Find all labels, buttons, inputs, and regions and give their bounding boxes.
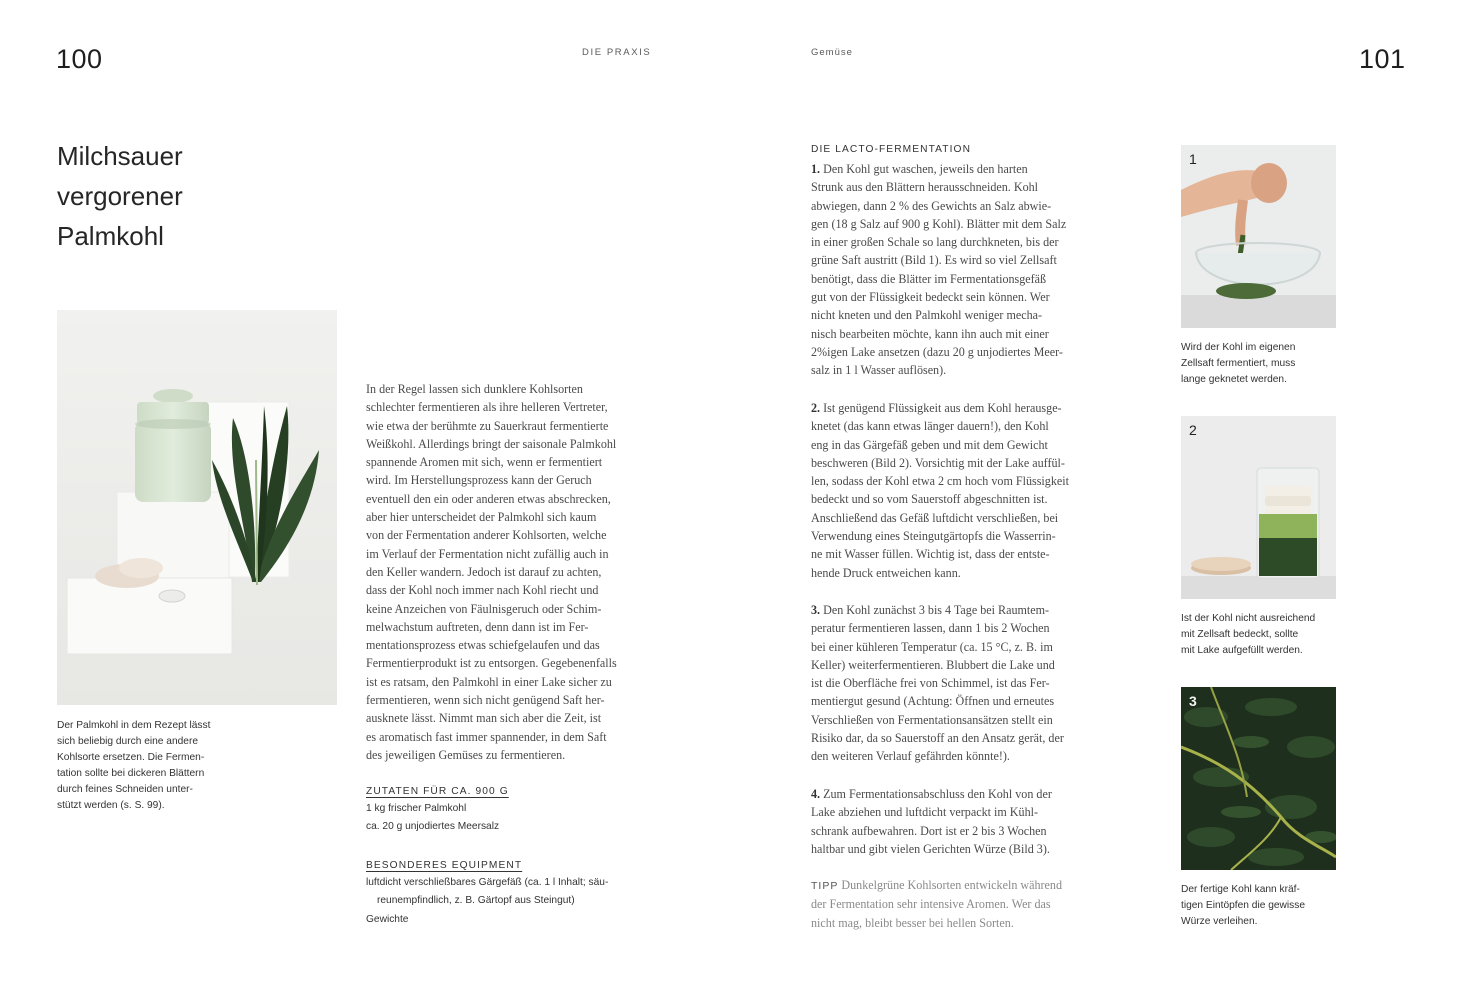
caption-line: Ist der Kohl nicht ausreichend — [1181, 613, 1316, 624]
intro-line: von der Fermentation anderer Kohlsorten, welche — [366, 528, 607, 543]
tip-line: der Fermentation sehr intensive Aromen. Wer das — [811, 897, 1051, 912]
step-line: Verschließen von Fermentationsansätzen stellt ein — [811, 712, 1053, 727]
intro-line: im Verlauf der Fermentation nicht zufällig auch in — [366, 546, 609, 561]
step-line: Risiko dar, da so Sauerstoff an den Ansatz gerät, der — [811, 731, 1064, 746]
intro-line: ist es ratsam, den Palmkohl in einer Lake sicher zu — [366, 674, 612, 689]
intro-line: wie etwa der berühmte zu Sauerkraut fermentierte — [366, 418, 609, 433]
intro-text — [366, 380, 617, 764]
intro-line: fermentieren, wenn sich nicht genügend Saft her- — [366, 693, 605, 708]
caption-line: durch feines Schneiden unter- — [57, 784, 193, 795]
title-line: Palmkohl — [57, 221, 164, 251]
step-photo-number: 1 — [1189, 151, 1197, 167]
step-line: grüne Saft austritt (Bild 1). Es wird so viel Zellsaft — [811, 253, 1057, 268]
caption-line: Zellsaft fermentiert, muss — [1181, 358, 1296, 369]
step-number: 3. — [811, 603, 821, 617]
caption-line: tation sollte bei dickeren Blättern — [57, 768, 205, 779]
step-photo-2-caption — [1181, 611, 1315, 659]
title-line: vergorener — [57, 181, 183, 211]
step-number: 4. — [811, 787, 821, 801]
step-line: in einer großen Schale so lang durchkneten, bis der — [811, 235, 1059, 250]
equipment-section — [366, 860, 608, 929]
step-line: abwiegen, dann 2 % des Gewichts an Salz abwie- — [811, 198, 1052, 213]
step-line: hende Druck entweichen kann. — [811, 565, 961, 580]
step-photo-2 — [1181, 416, 1336, 599]
step-line: Ist genügend Flüssigkeit aus dem Kohl herausge- — [823, 401, 1062, 415]
intro-line: In der Regel lassen sich dunklere Kohlsorten — [366, 382, 583, 396]
title-line: Milchsauer — [57, 141, 183, 171]
intro-line: wird. Im Herstellungsprozess kann der Geruch — [366, 473, 592, 488]
caption-line: tigen Eintöpfen die gewisse — [1181, 900, 1306, 911]
tip-box — [811, 876, 1062, 932]
step-line: Strunk aus den Blättern herausschneiden. Kohl — [811, 180, 1039, 195]
intro-line: mentationsprozess etwas schiefgelaufen und das — [366, 638, 600, 653]
equipment-item: luftdicht verschließbares Gärgefäß (ca. 1 l Inhalt; säu- — [366, 877, 609, 888]
method-label: DIE LACTO-FERMENTATION — [811, 144, 972, 155]
left-running-head: DIE PRAXIS — [582, 47, 652, 58]
step-number: 1. — [811, 162, 821, 176]
caption-line: Kohlsorte ersetzen. Die Fermen- — [57, 752, 205, 763]
right-page-number: 101 — [1359, 44, 1406, 74]
main-photo-fermentation-crock — [57, 310, 337, 705]
left-page-number: 100 — [56, 44, 103, 74]
step-line: Verwendung eines Steingutgärtopfs die Wasserrin- — [811, 529, 1056, 544]
ingredient-item: 1 kg frischer Palmkohl — [366, 803, 467, 814]
step-line: Lake abziehen und luftdicht verpackt im Kühl- — [811, 805, 1039, 820]
intro-line: des jeweiligen Gemüses zu fermentieren. — [366, 747, 566, 762]
step-line: peratur fermentieren lassen, dann 1 bis 2 Wochen — [811, 621, 1050, 636]
intro-line: Weißkohl. Allerdings bringt der saisonale Palmkohl — [366, 436, 617, 451]
step-line: bei einer kühleren Temperatur (ca. 15 °C, z. B. im — [811, 639, 1053, 654]
step-line: eng in das Gärgefäß geben und mit dem Gewicht — [811, 437, 1048, 452]
ingredients-section — [366, 786, 509, 837]
caption-line: Würze verleihen. — [1181, 916, 1258, 927]
equipment-item: Gewichte — [366, 913, 409, 925]
step-line: nisch bearbeiten möchte, kann ihn auch mit einer — [811, 326, 1049, 341]
caption-line: Der Palmkohl in dem Rezept lässt — [57, 720, 211, 731]
step-line: Anschließend das Gefäß luftdicht verschließen, bei — [811, 510, 1059, 525]
step-line: knetet (das kann etwas länger dauern!), den Kohl — [811, 419, 1049, 434]
step-line: Keller) weiterfermentieren. Blubbert die Lake und — [811, 657, 1055, 672]
intro-line: melwachstum auftreten, denn dann ist im Fer- — [366, 619, 589, 634]
intro-line: spannende Aromen mit sich, wenn er fermentiert — [366, 455, 603, 470]
method-step-4 — [811, 785, 1052, 858]
intro-line: den Keller wandern. Jedoch ist darauf zu achten, — [366, 564, 602, 579]
tip-label: TIPP — [811, 880, 839, 892]
step-line: haltbar und gibt vielen Gerichten Würze (Bild 3). — [811, 841, 1050, 856]
step-photo-1 — [1181, 145, 1336, 328]
intro-line: Fermentierprodukt ist zu entsorgen. Gegebenenfalls — [366, 656, 617, 671]
step-line: salz in 1 l Wasser auflösen). — [811, 363, 947, 378]
method-step-3 — [811, 601, 1064, 766]
step-line: benötigt, dass die Blätter im Fermentationsgefäß — [811, 271, 1047, 286]
caption-line: Der fertige Kohl kann kräf- — [1181, 884, 1300, 895]
main-photo-caption — [57, 718, 210, 814]
step-photo-number: 2 — [1189, 422, 1197, 438]
intro-line: eventuell den ein oder anderen etwas abschrecken, — [366, 491, 611, 506]
equipment-item: reunempfindlich, z. B. Gärtopf aus Steingut) — [377, 895, 575, 907]
intro-line: es aromatisch fast immer spannender, in dem Saft — [366, 729, 607, 744]
step-line: nicht kneten und den Palmkohl weniger mecha- — [811, 308, 1043, 323]
step-number: 2. — [811, 401, 821, 415]
tip-line: Dunkelgrüne Kohlsorten entwickeln während — [841, 878, 1063, 892]
tip-line: nicht mag, bleibt besser bei hellen Sorten. — [811, 915, 1014, 930]
method-step-2 — [811, 399, 1069, 582]
step-line: len, sodass der Kohl etwa 2 cm hoch vom Flüssigkeit — [811, 474, 1069, 489]
step-line: Den Kohl gut waschen, jeweils den harten — [823, 162, 1028, 176]
step-line: Den Kohl zunächst 3 bis 4 Tage bei Raumtem- — [823, 603, 1050, 617]
intro-line: schlechter fermentieren als ihre helleren Vertreter, — [366, 400, 608, 415]
ingredient-item: ca. 20 g unjodiertes Meersalz — [366, 821, 500, 833]
caption-line: mit Zellsaft bedeckt, sollte — [1181, 629, 1299, 640]
step-photo-3-caption — [1181, 882, 1305, 930]
ingredients-label: ZUTATEN FÜR CA. 900 G — [366, 786, 509, 797]
kneading-hand-illustration — [1181, 145, 1336, 328]
step-line: bedeckt und so vom Sauerstoff abgeschnitten ist. — [811, 492, 1048, 507]
step-line: schrank aufbewahren. Dort ist er 2 bis 3 Wochen — [811, 823, 1047, 838]
recipe-title — [57, 136, 183, 256]
caption-line: stützt werden (s. S. 99). — [57, 800, 165, 811]
step-line: gut von der Flüssigkeit bedeckt sein können. Wer — [811, 290, 1050, 305]
intro-line: ausknete lässt. Nimmt man sich aber die Zeit, ist — [366, 711, 602, 726]
step-line: beschweren (Bild 2). Vorsichtig mit der Lake auffül- — [811, 455, 1065, 470]
step-line: 2%igen Lake ansetzen (dazu 20 g unjodiertes Meer- — [811, 344, 1063, 359]
step-line: gen (18 g Salz auf 900 g Kohl). Blätter mit dem Salz — [811, 216, 1067, 231]
step-photo-1-caption — [1181, 340, 1295, 388]
caption-line: mit Lake aufgefüllt werden. — [1181, 645, 1303, 656]
step-photo-3 — [1181, 687, 1336, 870]
step-line: Zum Fermentationsabschluss den Kohl von der — [823, 787, 1052, 801]
fermented-kale-closeup-illustration — [1181, 687, 1336, 870]
method-step-1 — [811, 160, 1066, 380]
step-photo-number: 3 — [1189, 693, 1197, 709]
step-line: mentiergut gesund (Achtung: Öffnen und erneutes — [811, 694, 1055, 709]
caption-line: lange geknetet werden. — [1181, 374, 1287, 385]
intro-line: dass der Kohl noch immer nach Kohl riecht und — [366, 583, 599, 598]
jar-with-weights-illustration — [1181, 416, 1336, 599]
caption-line: sich beliebig durch eine andere — [57, 736, 199, 747]
step-line: ne mit Wasser füllen. Wichtig ist, dass der entste- — [811, 547, 1050, 562]
caption-line: Wird der Kohl im eigenen — [1181, 342, 1296, 353]
intro-line: aber hier unterscheidet der Palmkohl sich kaum — [366, 510, 597, 525]
right-running-head: Gemüse — [811, 47, 853, 58]
step-line: ist die Oberfläche frei von Schimmel, ist das Fer- — [811, 676, 1050, 691]
equipment-label: BESONDERES EQUIPMENT — [366, 860, 523, 871]
step-line: den weiteren Verlauf gefährden könnte!). — [811, 749, 1010, 764]
intro-line: keine Anzeichen von Fäulnisgeruch oder Schim- — [366, 601, 602, 616]
crock-and-kale-illustration — [57, 310, 337, 705]
